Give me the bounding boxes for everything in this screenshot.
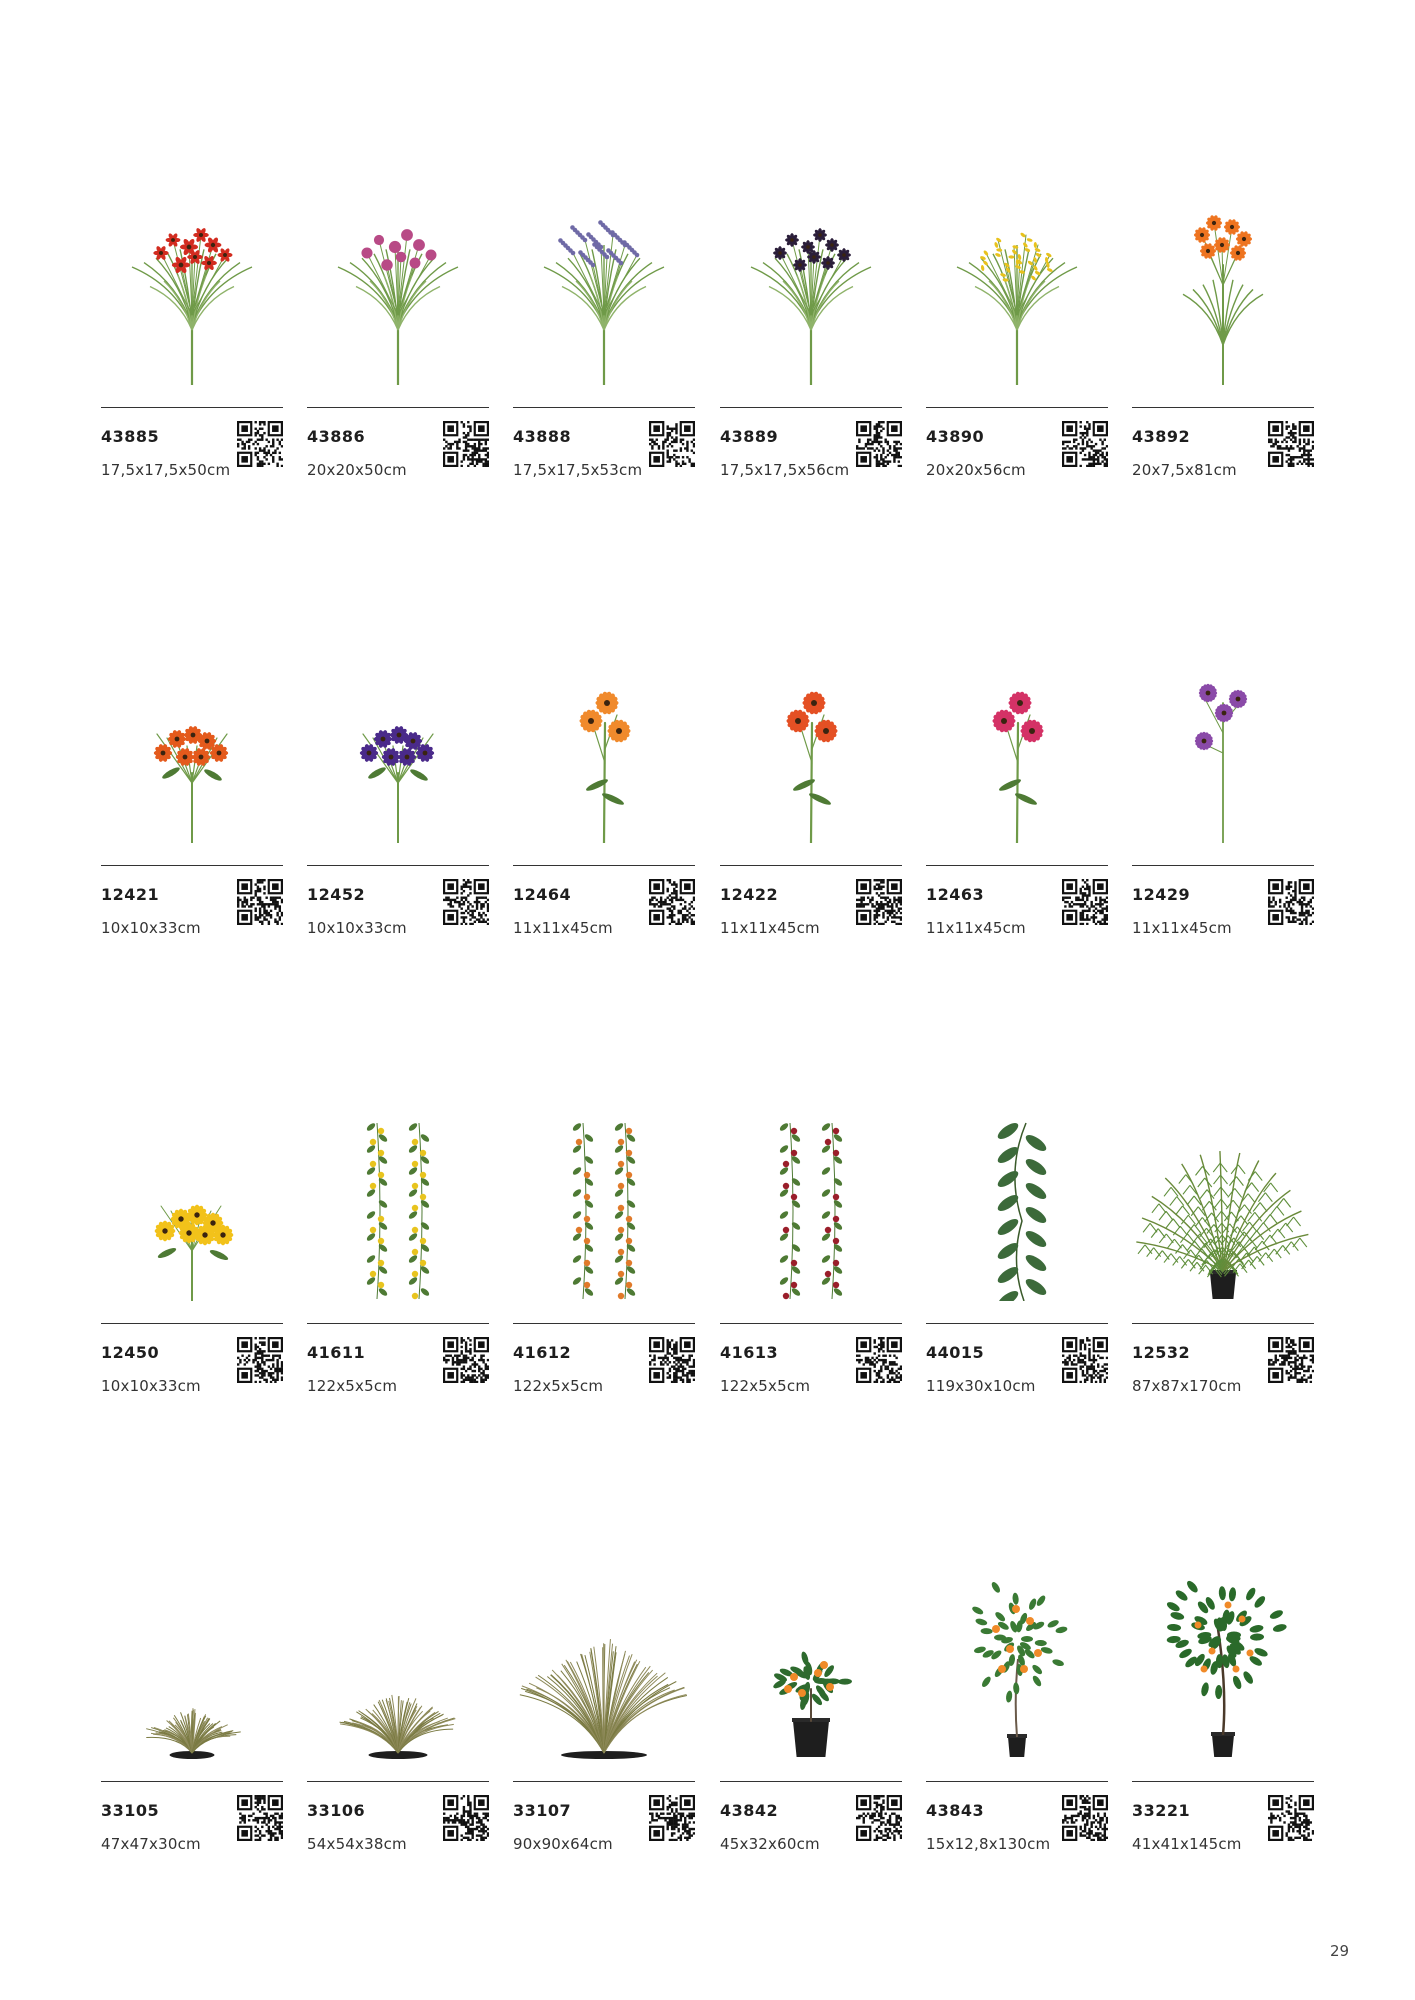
qr-code-icon[interactable] [1062,421,1108,467]
product-dimensions: 54x54x38cm [307,1835,407,1853]
product-dimensions: 10x10x33cm [101,919,201,937]
divider [513,1781,695,1782]
product-dimensions: 47x47x30cm [101,1835,201,1853]
qr-code-icon[interactable] [856,421,902,467]
qr-code-icon[interactable] [1268,1337,1314,1383]
product-dimensions: 20x7,5x81cm [1132,461,1237,479]
divider [101,407,283,408]
product-dimensions: 11x11x45cm [720,919,820,937]
qr-code-icon[interactable] [649,879,695,925]
product-dimensions: 122x5x5cm [720,1377,811,1395]
divider [720,1323,902,1324]
product-code: 43885 [101,427,160,446]
qr-code-icon[interactable] [237,1337,283,1383]
pink-gerbera-stem-icon [926,653,1108,843]
page-number: 29 [1330,1942,1350,1960]
forsythia-bouquet-icon [926,195,1108,385]
divider [101,865,283,866]
cosmos-bouquet-icon [720,195,902,385]
product-dimensions: 10x10x33cm [101,1377,201,1395]
product-code: 43886 [307,427,366,446]
product-dimensions: 17,5x17,5x56cm [720,461,850,479]
qr-code-icon[interactable] [856,879,902,925]
divider [1132,1781,1314,1782]
purple-aster-stem-icon [1132,653,1314,843]
divider [101,1781,283,1782]
divider [926,407,1108,408]
product-code: 12421 [101,885,160,904]
product-card [307,1569,489,1853]
orange-gerbera-stem-icon [513,653,695,843]
qr-code-icon[interactable] [237,879,283,925]
qr-code-icon[interactable] [1268,1795,1314,1841]
allium-bouquet-icon [307,195,489,385]
product-card [926,653,1108,937]
product-code: 33107 [513,1801,572,1820]
product-code: 43890 [926,427,985,446]
product-dimensions: 41x41x145cm [1132,1835,1242,1853]
product-code: 12463 [926,885,985,904]
qr-code-icon[interactable] [237,1795,283,1841]
product-dimensions: 20x20x56cm [926,461,1026,479]
sunflower-bouquet-icon [101,1111,283,1301]
product-card [513,1569,695,1853]
qr-code-icon[interactable] [443,879,489,925]
divider [101,1323,283,1324]
product-dimensions: 45x32x60cm [720,1835,820,1853]
product-dimensions: 11x11x45cm [513,919,613,937]
product-card [101,1569,283,1853]
product-code: 43843 [926,1801,985,1820]
product-code: 41611 [307,1343,366,1362]
product-card [513,1111,695,1395]
marigold-stem-icon [1132,195,1314,385]
qr-code-icon[interactable] [856,1337,902,1383]
product-code: 43842 [720,1801,779,1820]
product-card [720,653,902,937]
product-card [720,1111,902,1395]
product-code: 41612 [513,1343,572,1362]
product-code: 44015 [926,1343,985,1362]
small-grass-bush-icon [101,1569,283,1759]
medium-grass-bush-icon [307,1569,489,1759]
product-card [101,195,283,479]
divider [926,865,1108,866]
product-code: 12429 [1132,885,1191,904]
qr-code-icon[interactable] [649,1795,695,1841]
product-dimensions: 11x11x45cm [1132,919,1232,937]
qr-code-icon[interactable] [443,1795,489,1841]
qr-code-icon[interactable] [649,421,695,467]
product-code: 33221 [1132,1801,1191,1820]
divider [513,865,695,866]
product-dimensions: 11x11x45cm [926,919,1026,937]
divider [1132,1323,1314,1324]
product-dimensions: 17,5x17,5x50cm [101,461,231,479]
purple-anemone-bouquet-icon [307,653,489,843]
divider [926,1323,1108,1324]
product-card [513,653,695,937]
red-gerbera-stem-icon [720,653,902,843]
product-code: 33106 [307,1801,366,1820]
areca-palm-icon [1132,1111,1314,1301]
product-card [307,1111,489,1395]
qr-code-icon[interactable] [1062,879,1108,925]
divider [307,1323,489,1324]
divider [720,407,902,408]
divider [1132,865,1314,866]
divider [307,407,489,408]
product-card [926,195,1108,479]
divider [307,1781,489,1782]
qr-code-icon[interactable] [1268,421,1314,467]
divider [513,407,695,408]
divider [307,865,489,866]
product-dimensions: 15x12,8x130cm [926,1835,1051,1853]
qr-code-icon[interactable] [649,1337,695,1383]
product-card [307,195,489,479]
product-dimensions: 119x30x10cm [926,1377,1036,1395]
product-card [1132,195,1314,479]
product-dimensions: 10x10x33cm [307,919,407,937]
large-grass-bush-icon [513,1569,695,1759]
product-card [1132,1569,1314,1853]
product-card [926,1111,1108,1395]
potted-lemon-tree-icon [1132,1569,1314,1759]
red-flower-garland-icon [720,1111,902,1301]
product-card [1132,1111,1314,1395]
potted-orange-tree-icon [926,1569,1108,1759]
qr-code-icon[interactable] [1062,1795,1108,1841]
product-code: 43889 [720,427,779,446]
product-card [926,1569,1108,1853]
product-code: 43892 [1132,427,1191,446]
product-dimensions: 90x90x64cm [513,1835,613,1853]
product-card [101,1111,283,1395]
qr-code-icon[interactable] [443,421,489,467]
qr-code-icon[interactable] [237,421,283,467]
product-code: 12452 [307,885,366,904]
divider [926,1781,1108,1782]
product-card [513,195,695,479]
divider [1132,407,1314,408]
product-code: 43888 [513,427,572,446]
product-code: 12422 [720,885,779,904]
product-card [1132,653,1314,937]
product-dimensions: 122x5x5cm [513,1377,604,1395]
hanging-leaf-vine-icon [926,1111,1108,1301]
product-code: 41613 [720,1343,779,1362]
product-card [307,653,489,937]
qr-code-icon[interactable] [1268,879,1314,925]
qr-code-icon[interactable] [1062,1337,1108,1383]
product-dimensions: 122x5x5cm [307,1377,398,1395]
lavender-bouquet-icon [513,195,695,385]
product-code: 12450 [101,1343,160,1362]
product-dimensions: 17,5x17,5x53cm [513,461,643,479]
product-card [720,195,902,479]
divider [720,1781,902,1782]
orange-poppy-bouquet-icon [101,653,283,843]
qr-code-icon[interactable] [443,1337,489,1383]
product-code: 12532 [1132,1343,1191,1362]
potted-orange-bush-icon [720,1569,902,1759]
divider [513,1323,695,1324]
product-dimensions: 87x87x170cm [1132,1377,1242,1395]
product-dimensions: 20x20x50cm [307,461,407,479]
yellow-flower-garland-icon [307,1111,489,1301]
product-code: 33105 [101,1801,160,1820]
divider [720,865,902,866]
product-code: 12464 [513,885,572,904]
orange-flower-garland-icon [513,1111,695,1301]
product-card [101,653,283,937]
poppy-bouquet-icon [101,195,283,385]
qr-code-icon[interactable] [856,1795,902,1841]
product-card [720,1569,902,1853]
